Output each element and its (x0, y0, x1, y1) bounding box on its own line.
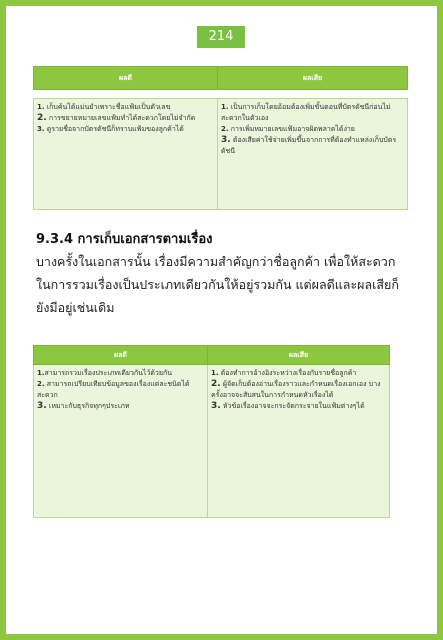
item-number: 2. (37, 113, 47, 123)
item-number: 2. (221, 125, 229, 133)
item-text: ต้องเสียค่าใช้จ่ายเพิ่มขึ้นจากการที่ต้องทำแหล่งเก็บบัตรดัชนี (221, 136, 397, 155)
list-item (37, 401, 204, 412)
list-item (211, 368, 386, 379)
item-text: การเพิ่มหมายเลขแฟ้มอาจผิดพลาดได้ง่าย (230, 125, 355, 133)
list-item (37, 102, 214, 113)
disadvantages-cell (218, 99, 408, 210)
list-item (37, 113, 214, 124)
section-paragraph: บางครั้งในเอกสารนั้น เรื่องมีความสำคัญกว่าชื่อลูกค้า เพื่อให้สะดวกในการรวมเรื่องเป็นประเภทเดียวกันให้อยู่รวมกัน แต่ผลดีและผลเสียก็ยังมีอยู่เช่นเดิม (36, 254, 399, 315)
item-text: หัวข้อเรื่องอาจจะกระจัดกระจายในแฟ้มต่างๆได้ (222, 402, 365, 410)
table-spacer (218, 90, 408, 99)
list-item (37, 124, 214, 135)
disadvantages-header: ผลเสีย (208, 346, 390, 365)
item-number: 3. (211, 401, 221, 411)
page-border-bottom (0, 634, 443, 640)
pros-cons-table-numeric (33, 66, 408, 210)
list-item (211, 401, 386, 412)
page-border-top (0, 0, 443, 6)
item-number: 2. (211, 379, 221, 389)
list-item (211, 379, 386, 401)
item-text: สามารถเปรียบเทียบข้อมูลของเรื่องแต่ละชนิดได้สะดวก (37, 380, 190, 399)
item-text: เก็บค้นได้แม่นยำเพราะชื่อแฟ้มเป็นตัวเลข (46, 103, 171, 111)
item-number: 1. (211, 369, 219, 377)
item-number: 1. (37, 369, 45, 377)
list-item (221, 102, 404, 124)
item-text: ต้องทำการอ้างอิงระหว่างเรื่องกับรายชื่อลูกค้า (220, 369, 357, 377)
disadvantages-cell (208, 365, 390, 518)
item-text: เป็นการเก็บโดยอ้อมต้องเพิ่มขั้นตอนที่บัตรดัชนีก่อนไม่สะดวกในตัวเอง (221, 103, 391, 122)
item-text: สามารถรวมเรื่องประเภทเดียวกันไว้ด้วยกัน (44, 369, 172, 377)
item-number: 1. (37, 103, 45, 111)
item-number: 3. (221, 135, 231, 145)
item-number: 3. (37, 125, 45, 133)
list-item (221, 124, 404, 135)
item-number: 1. (221, 103, 229, 111)
page-border-right (437, 0, 443, 640)
list-item (37, 379, 204, 401)
item-number: 3. (37, 401, 47, 411)
item-text: ดูรายชื่อจากบัตรดัชนีก็ทราบแฟ้มของลูกค้าได้ (46, 125, 184, 133)
item-text: การขยายหมายเลขแฟ้มทำได้สะดวกโดยไม่จำกัด (48, 114, 196, 122)
item-text: เหมาะกับธุรกิจทุกๆประเภท (48, 402, 130, 410)
advantages-cell (34, 365, 208, 518)
pros-cons-table-subject (33, 345, 390, 518)
section-title: 9.3.4 การเก็บเอกสารตามเรื่อง (36, 232, 213, 247)
page-border-left (0, 0, 6, 640)
item-text: ผู้จัดเก็บต้องอ่านเรื่องราวและกำหนดเรื่องเอกเอง บางครั้งอาจจะสับสนในการกำหนดหัวเรื่องได้ (211, 380, 381, 399)
page-number: 214 (197, 26, 245, 48)
table-spacer (34, 90, 218, 99)
list-item (221, 135, 404, 157)
disadvantages-header: ผลเสีย (218, 67, 408, 90)
item-number: 2. (37, 380, 45, 388)
advantages-cell (34, 99, 218, 210)
list-item (37, 368, 204, 379)
advantages-header: ผลดี (34, 346, 208, 365)
advantages-header: ผลดี (34, 67, 218, 90)
